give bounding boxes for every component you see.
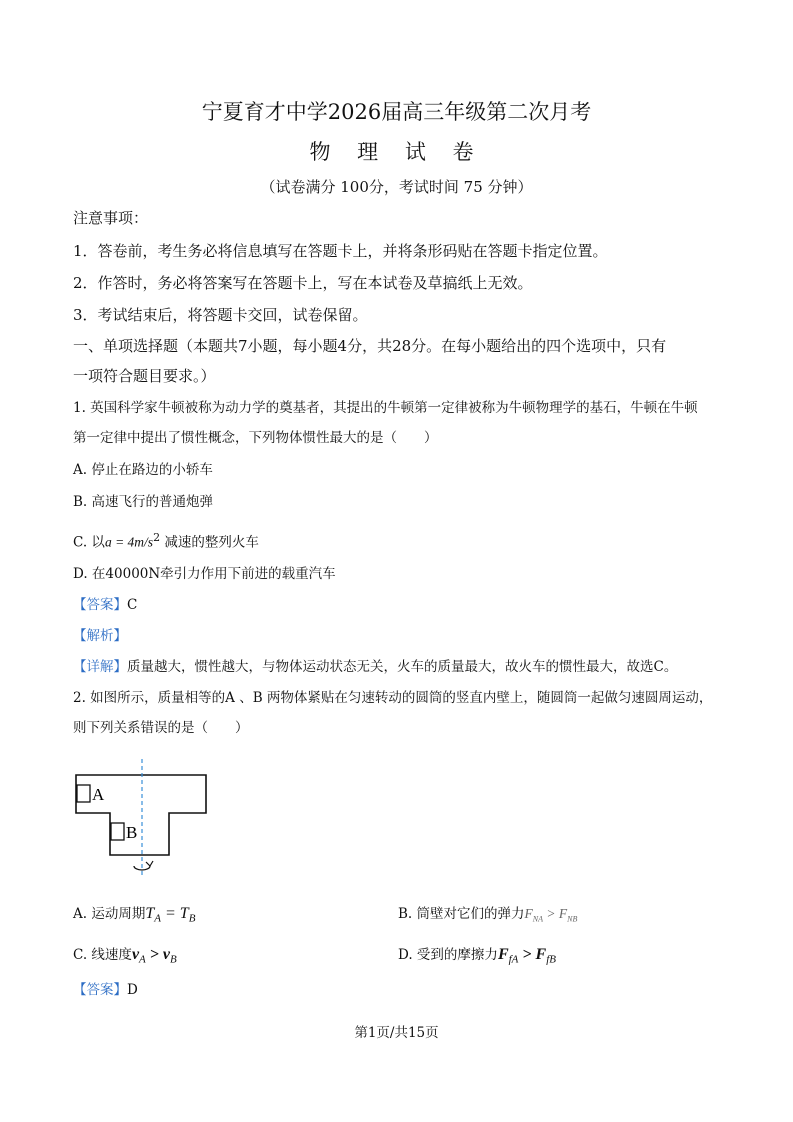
q1-detail (73, 656, 677, 678)
q2-option-d-sub2: fB (546, 953, 556, 966)
q2-option-b-text: B. 筒壁对它们的弹力 (398, 906, 525, 922)
block-a (77, 785, 90, 802)
q1-option-c-formula: a = 4m/s (104, 534, 154, 550)
answer-value: D (127, 982, 138, 998)
q1-option-d: D. 在40000N牵引力作用下前进的载重汽车 (73, 566, 336, 582)
q2-option-c-sub1: A (139, 953, 146, 966)
section-heading-line2: 一项符合题目要求。） (73, 367, 216, 385)
q1-option-b: B. 高速飞行的普通炮弹 (73, 494, 214, 510)
q2-option-b-sub2: NB (567, 914, 578, 924)
detail-text: 质量越大，惯性越大，与物体运动状态无关，火车的质量最大，故火车的惯性最大，故选C。 (127, 659, 678, 675)
q2-option-c-math: v (131, 946, 140, 963)
q2-stem-line2: 则下列关系错误的是（ ） (73, 720, 249, 736)
q2-option-b-math: F (524, 906, 533, 921)
q1-option-c-sup: 2 (153, 531, 161, 544)
q2-option-c (73, 944, 177, 971)
section-heading-line1: 一、单项选择题（本题共7小题，每小题4分，共28分。在每小题给出的四个选项中，只有 (73, 337, 667, 355)
q1-option-c (73, 527, 259, 554)
q2-option-a-text: A. 运动周期 (73, 906, 146, 922)
q2-option-d-math: F (497, 946, 509, 963)
answer-tag: 【答案】 (73, 982, 127, 998)
q2-answer (73, 979, 138, 1001)
page-number: 第1页/共15页 (354, 1025, 439, 1041)
q2-option-a-sub1: A (154, 912, 161, 925)
q1-stem-line2: 第一定律中提出了惯性概念，下列物体惯性最大的是（ ） (73, 430, 438, 446)
q1-analysis (73, 625, 127, 647)
q2-option-d-sub1: fA (508, 953, 519, 966)
q1-option-c-suffix: 减速的整列火车 (160, 534, 259, 551)
cylinder-figure (70, 755, 215, 880)
notes-item-1: 1．答卷前，考生务必将信息填写在答题卡上，并将条形码贴在答题卡指定位置。 (73, 242, 608, 260)
q1-stem-line1: 1. 英国科学家牛顿被称为动力学的奠基者，其提出的牛顿第一定律被称为牛顿物理学的基石，牛顿在牛顿 (73, 400, 698, 416)
exam-info: （试卷满分 100分，考试时间 75 分钟） (260, 178, 533, 196)
q2-option-d (398, 944, 556, 971)
q2-option-c-sub2: B (170, 953, 177, 966)
label-b: B (126, 823, 138, 842)
label-a: A (92, 785, 105, 804)
q2-option-c-text: C. 线速度 (73, 947, 132, 963)
q2-option-d-text: D. 受到的摩擦力 (398, 947, 498, 963)
q1-option-a: A. 停止在路边的小轿车 (73, 462, 213, 478)
q2-option-b (398, 903, 577, 931)
q2-option-a (73, 903, 195, 930)
analysis-tag: 【解析】 (73, 628, 127, 644)
q2-option-b-gt: > F (543, 906, 568, 921)
q1-option-c-prefix: C. 以 (73, 534, 105, 551)
answer-value: C (127, 597, 138, 613)
block-b (111, 823, 124, 840)
notes-heading: 注意事项： (73, 209, 149, 227)
detail-tag: 【详解】 (73, 659, 127, 675)
q1-answer (73, 594, 137, 616)
q2-option-d-gt: > F (518, 946, 547, 963)
answer-tag: 【答案】 (73, 597, 127, 613)
notes-item-3: 3．考试结束后，将答题卡交回，试卷保留。 (73, 306, 368, 324)
notes-item-2: 2．作答时，务必将答案写在答题卡上，写在本试卷及草搞纸上无效。 (73, 274, 533, 292)
q2-option-a-sub2: B (188, 912, 196, 925)
q2-option-c-gt: > v (145, 946, 170, 963)
q2-option-a-math: T (145, 905, 155, 922)
q2-option-a-eq: = T (160, 905, 189, 922)
q2-option-b-sub1: NA (532, 914, 543, 924)
subject-title: 物 理 试 卷 (309, 140, 484, 164)
exam-title: 宁夏育才中学2026届高三年级第二次月考 (201, 100, 592, 124)
q2-stem-line1: 2. 如图所示，质量相等的A 、B 两物体紧贴在匀速转动的圆筒的竖直内壁上，随圆筒一起做匀速圆周运动， (73, 690, 713, 706)
